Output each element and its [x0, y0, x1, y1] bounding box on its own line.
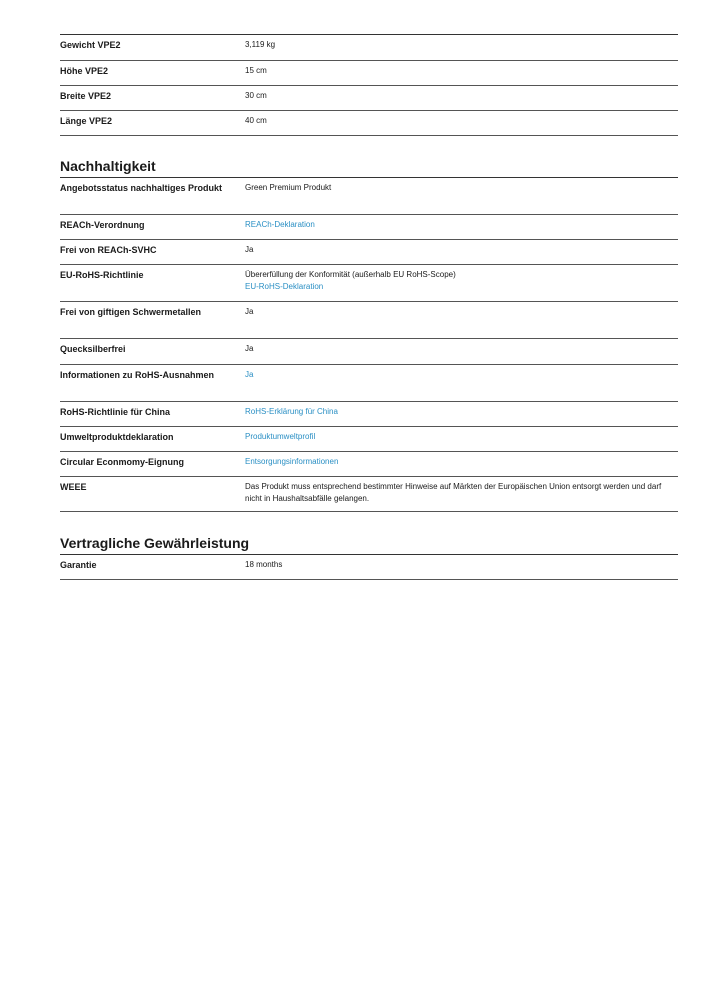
- table-row: [60, 302, 678, 339]
- row-value: Ja: [245, 307, 254, 316]
- reach-declaration-link[interactable]: REACh-Deklaration: [245, 220, 315, 229]
- row-label: Angebotsstatus nachhaltiges Produkt: [60, 183, 223, 193]
- warranty-table: [60, 554, 678, 580]
- row-label: Informationen zu RoHS-Ausnahmen: [60, 370, 215, 380]
- sustainability-table: [60, 177, 678, 512]
- row-value: Green Premium Produkt: [245, 183, 332, 192]
- row-value: Übererfüllung der Konformität (außerhalb EU RoHS-Scope): [245, 270, 456, 279]
- table-row: [60, 240, 678, 265]
- row-label: RoHS-Richtlinie für China: [60, 407, 170, 417]
- eu-rohs-declaration-link[interactable]: EU-RoHS-Deklaration: [245, 282, 324, 291]
- table-row: [60, 111, 678, 136]
- table-row: [60, 35, 678, 61]
- row-label: Länge VPE2: [60, 116, 113, 126]
- row-value: 3,119 kg: [245, 40, 276, 49]
- packaging-table: [60, 34, 678, 136]
- table-row: [60, 402, 678, 427]
- row-value: Ja: [245, 245, 254, 254]
- row-value: 18 months: [245, 560, 283, 569]
- table-row: [60, 365, 678, 402]
- row-label: Garantie: [60, 560, 97, 570]
- row-label: Umweltproduktdeklaration: [60, 432, 174, 442]
- row-label: Gewicht VPE2: [60, 40, 121, 50]
- table-row: [60, 215, 678, 240]
- table-row: [60, 86, 678, 111]
- section-heading-warranty: Vertragliche Gewährleistung: [60, 535, 250, 551]
- table-row: [60, 452, 678, 477]
- product-environmental-profile-link[interactable]: Produktumweltprofil: [245, 432, 316, 441]
- row-value: 15 cm: [245, 66, 267, 75]
- row-value: 40 cm: [245, 116, 267, 125]
- table-row: [60, 178, 678, 215]
- table-row: [60, 61, 678, 86]
- rohs-exceptions-link[interactable]: Ja: [245, 370, 254, 379]
- table-row: [60, 265, 678, 302]
- row-value: Ja: [245, 344, 254, 353]
- row-label: EU-RoHS-Richtlinie: [60, 270, 144, 280]
- disposal-information-link[interactable]: Entsorgungsinformationen: [245, 457, 339, 466]
- table-row: [60, 555, 678, 580]
- row-label: Quecksilberfrei: [60, 344, 126, 354]
- table-row: [60, 339, 678, 365]
- row-value: 30 cm: [245, 91, 267, 100]
- table-row: [60, 427, 678, 452]
- row-label: Breite VPE2: [60, 91, 112, 101]
- table-row: [60, 477, 678, 512]
- row-label: Höhe VPE2: [60, 66, 109, 76]
- row-label: Frei von giftigen Schwermetallen: [60, 307, 202, 317]
- row-label: REACh-Verordnung: [60, 220, 145, 230]
- row-label: Circular Econmomy-Eignung: [60, 457, 185, 467]
- section-heading-sustainability: Nachhaltigkeit: [60, 158, 156, 174]
- row-label: Frei von REACh-SVHC: [60, 245, 157, 255]
- row-value: Das Produkt muss entsprechend bestimmter Hinweise auf Märkten der Europäischen Union entsorgt werden und darf nicht in Haushaltsabfälle gelangen.: [245, 482, 662, 503]
- row-label: WEEE: [60, 482, 87, 492]
- china-rohs-link[interactable]: RoHS-Erklärung für China: [245, 407, 338, 416]
